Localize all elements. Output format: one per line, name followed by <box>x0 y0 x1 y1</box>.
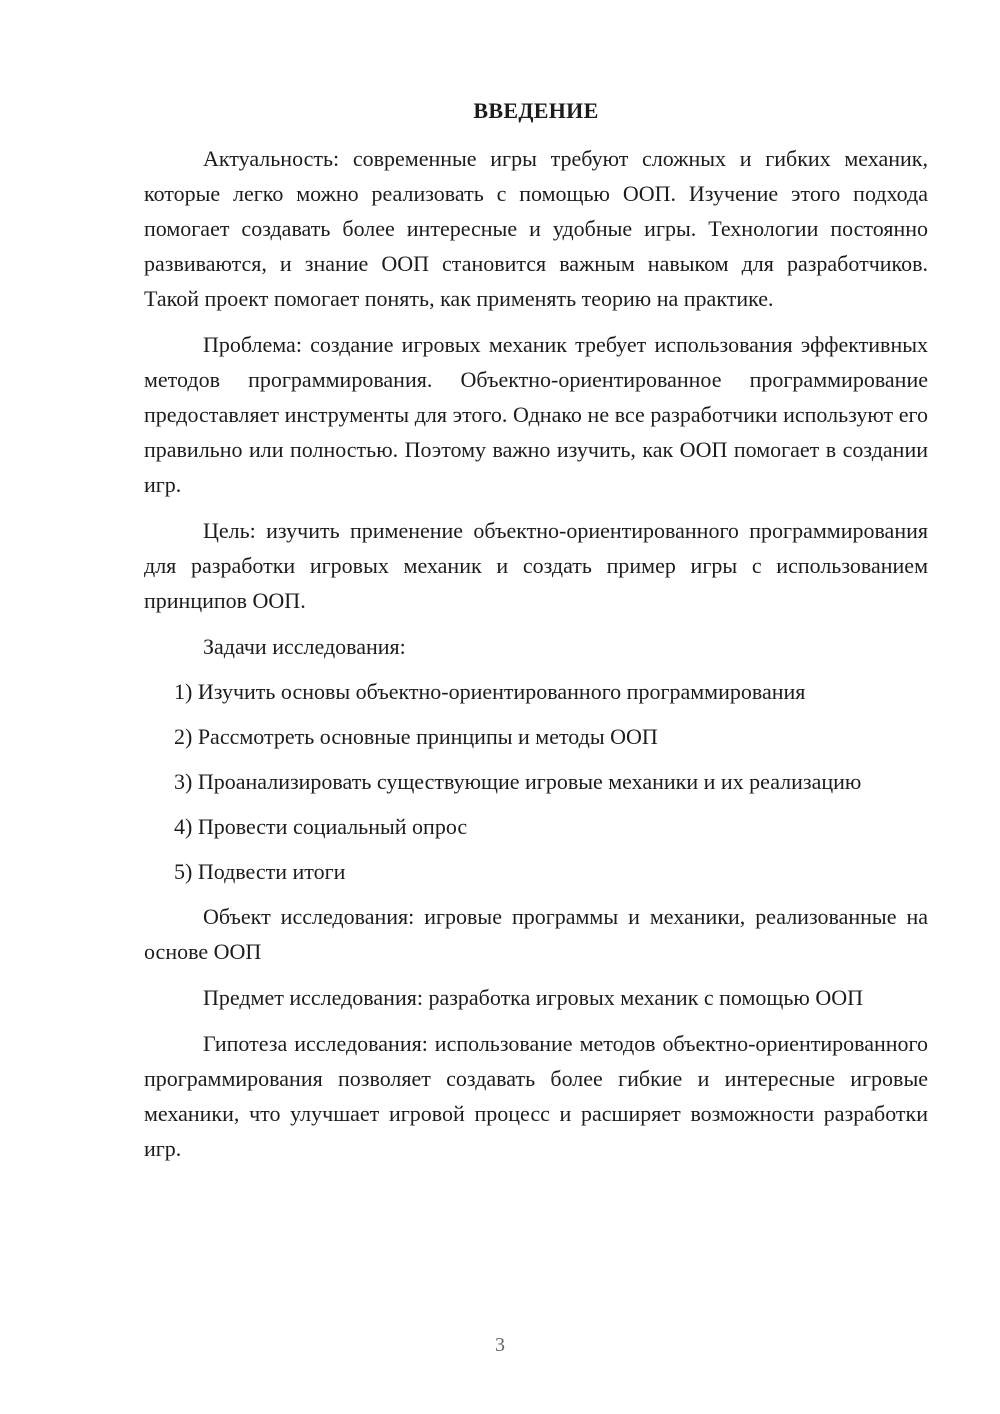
list-item: 1) Изучить основы объектно-ориентированного программирования <box>174 679 806 704</box>
list-item: 5) Подвести итоги <box>174 859 346 884</box>
tasks-list <box>144 674 928 889</box>
page-title: ВВЕДЕНИЕ <box>473 98 599 123</box>
paragraph-subject: Предмет исследования: разработка игровых механик с помощью ООП <box>203 985 863 1010</box>
paragraph-object: Объект исследования: игровые программы и механики, реализованные на основе ООП <box>144 904 928 964</box>
list-item: 4) Провести социальный опрос <box>174 814 468 839</box>
paragraph-relevance: Актуальность: современные игры требуют сложных и гибких механик, которые легко можно реализовать с помощью ООП. Изучение этого подхода помогает создавать более интересные и удобные игры. Технологии постоянно развиваются, и знание ООП становится важным навыком для разработчиков. Такой проект помогает понять, как применять теорию на практике. <box>144 146 928 311</box>
list-item: 2) Рассмотреть основные принципы и методы ООП <box>174 724 658 749</box>
paragraph-problem: Проблема: создание игровых механик требует использования эффективных методов программирования. Объектно-ориентированное программирование предоставляет инструменты для этого. Однако не все разработчики используют его правильно или полностью. Поэтому важно изучить, как ООП помогает в создании игр. <box>144 332 928 497</box>
list-item: 3) Проанализировать существующие игровые механики и их реализацию <box>174 769 862 794</box>
page-number: 3 <box>495 1334 505 1356</box>
paragraph-tasks-heading: Задачи исследования: <box>203 634 406 659</box>
page-content <box>144 95 928 1166</box>
paragraph-goal: Цель: изучить применение объектно-ориентированного программирования для разработки игровых механик и создать пример игры с использованием принципов ООП. <box>144 518 928 613</box>
paragraph-hypothesis: Гипотеза исследования: использование методов объектно-ориентированного программирования позволяет создавать более гибкие и интересные игровые механики, что улучшает игровой процесс и расширяет возможности разработки игр. <box>144 1031 928 1161</box>
